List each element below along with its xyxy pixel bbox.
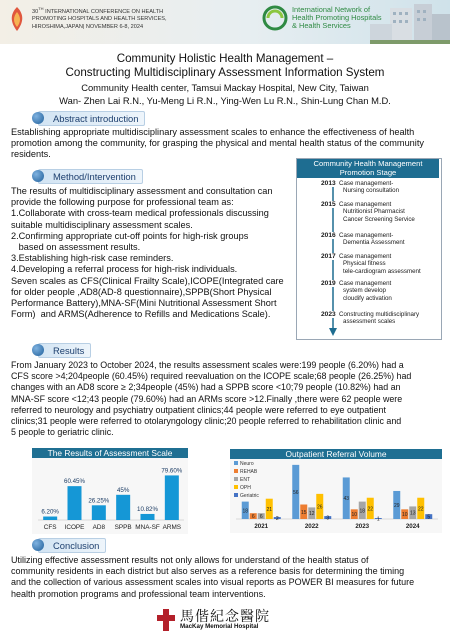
assessment-chart-plot <box>32 458 188 534</box>
stage-description: Case management- <box>339 180 394 187</box>
poster-title-line1: Community Holistic Health Management – <box>116 52 334 65</box>
bar-value-label: 2 <box>275 516 279 523</box>
abstract-heading: Abstract introduction <box>38 111 145 126</box>
legend-swatch <box>234 469 238 473</box>
stage-description: assessment scales <box>343 318 396 326</box>
method-line: based on assessment results. <box>11 242 141 253</box>
method-text <box>11 186 296 320</box>
bar-value-label: 10 <box>351 512 358 519</box>
results-line: MNA-SF score <12;43 people (79.60%) had an ARMs score >12.Finally ,there were 62 people were <box>11 393 403 404</box>
section-bullet-icon <box>32 112 44 124</box>
stage-description: Dementia Assessment <box>343 239 405 247</box>
promotion-stage-heading <box>297 159 439 178</box>
poster-title-line2: Constructing Multidisciplinary Assessment Information System <box>65 66 385 79</box>
bar-value-label: 13 <box>409 510 416 517</box>
stage-description: Case management- <box>339 232 394 239</box>
bar-value-label: 60.45% <box>64 478 85 486</box>
x-tick-label: MNA-SF <box>135 524 160 531</box>
results-line: changes with an AD8 score ≥ 2;34people (45%) had a SPPB score <10;79 people (10.82%) had an <box>11 382 401 393</box>
promotion-title-line2: Promotion Stage <box>339 167 397 177</box>
legend-swatch <box>234 493 238 497</box>
network-line1: International Network of <box>292 5 371 14</box>
stage-year: 2017 <box>321 253 336 260</box>
bar <box>116 495 130 520</box>
assessment-chart <box>32 448 188 534</box>
x-tick-label: AD8 <box>92 524 106 531</box>
stage-year: 2016 <box>321 232 336 239</box>
method-line: Seven scales as CFS(Clinical Frailty Scale),ICOPE(Integrated care <box>11 275 284 286</box>
conclusion-text <box>11 555 447 600</box>
method-line: Form) and ARMS(Adherence to Refills and Medications Scale). <box>11 309 271 320</box>
bar-value-label: 45% <box>116 486 130 494</box>
conference-line2: PROMOTING HOSPITALS AND HEALTH SERVICES, <box>32 16 167 23</box>
stage-year: 2023 <box>321 311 336 318</box>
conference-line3: HIROSHIMA,JAPAN| NOVEMBER 6-8, 2024 <box>32 24 144 31</box>
bar-value-label: 15 <box>300 509 307 516</box>
x-tick-label: 2024 <box>405 523 420 530</box>
x-tick-label: ARMS <box>162 524 182 531</box>
stage-description: Case management <box>339 280 392 287</box>
stage-description: Case management <box>339 253 392 260</box>
stage-description: Cancer Screening Service <box>343 215 415 223</box>
stage-description: Case management <box>339 201 392 208</box>
referral-chart-title: Outpatient Referral Volume <box>230 449 442 459</box>
legend-label: OPH <box>240 485 251 491</box>
stage-description: Nursing consultation <box>343 187 400 195</box>
x-tick-label: ICOPE <box>64 524 85 531</box>
results-line: 5 people to geriatric clinic. <box>11 427 114 438</box>
network-line2: Health Promoting Hospitals <box>292 13 382 23</box>
method-line: provide the following purpose for professional team as: <box>11 197 234 208</box>
hospital-building-image <box>330 2 450 44</box>
bar-value-label: 12 <box>308 511 315 518</box>
conference-line1: INTERNATIONAL CONFERENCE ON HEALTH <box>45 8 164 15</box>
conclusion-line: and the collection of various assessment scales into visual reports as POWER BI measures for future <box>11 577 415 588</box>
bar-value-label: 6 <box>259 514 263 521</box>
conclusion-line: Utilizing effective assessment results not only allows for understand of the health status of <box>11 555 369 565</box>
conference-ordinal: 30 <box>32 8 39 15</box>
method-line: The results of multidisciplinary assessment and consultation can <box>11 186 273 196</box>
bar-value-label: 1 <box>376 516 380 523</box>
bar-value-label: 6.20% <box>41 508 59 516</box>
method-line: for older people ,AD8(AD-8 questionnaire),SPPB(Short Physical <box>11 286 272 297</box>
authors: Wan- Zhen Lai R.N., Yu-Meng Li R.N., Ying-Wen Lu R.N., Shin-Lung Chan M.D. <box>59 95 391 106</box>
stage-description: Constructing multidisciplinary <box>339 311 420 318</box>
method-line: Performance Battery),MNA-SF(Mini Nutritional Assessment Short <box>11 298 277 309</box>
method-line: 3.Establishing high-risk case reminders. <box>11 253 174 264</box>
legend-swatch <box>234 485 238 489</box>
stage-description: Nutritionist Pharmacist <box>343 208 405 216</box>
bar <box>43 517 57 520</box>
affiliation: Community Health center, Tamsui Mackay Hospital, New City, Taiwan <box>81 82 369 93</box>
bar-value-label: 29 <box>393 502 400 509</box>
mackay-chinese-name: 馬偕紀念醫院 <box>180 609 270 625</box>
results-line: From January 2023 to October 2024, the results assessment scales were:199 people (6.20%) had a <box>11 360 404 370</box>
promotion-stages <box>297 180 439 338</box>
legend-label: Geriatric <box>240 493 259 499</box>
bar-value-label: 22 <box>367 506 374 513</box>
bar-value-label: 5 <box>427 514 431 521</box>
stage-year: 2019 <box>321 280 336 287</box>
section-bullet-icon <box>32 170 44 182</box>
bar-value-label: 43 <box>343 496 350 503</box>
bar <box>141 514 155 520</box>
results-heading: Results <box>38 343 91 358</box>
legend-swatch <box>234 461 238 465</box>
stage-description: system develop <box>343 287 386 295</box>
mackay-cross-icon <box>156 608 176 632</box>
assessment-chart-title: The Results of Assessment Scale <box>32 448 188 458</box>
stage-year: 2015 <box>321 201 336 208</box>
bar-value-label: 18 <box>242 508 249 515</box>
bar-value-label: 10 <box>401 512 408 519</box>
mackay-logo <box>150 606 300 634</box>
conference-ordinal-suffix: TH <box>38 6 44 11</box>
referral-chart <box>230 449 442 533</box>
results-line: clinics;31 people were referred to otolaryngology clinic;20 people referred to rehabilitation clinic and <box>11 416 402 427</box>
bar-value-label: 6 <box>251 514 255 521</box>
method-line: suitable multidisciplinary assessment scales. <box>11 219 193 230</box>
legend-label: REHAB <box>240 469 258 475</box>
bar-value-label: 79.60% <box>161 467 183 475</box>
promotion-title-line1: Community Health Management <box>313 159 423 168</box>
stage-year: 2013 <box>321 180 336 187</box>
section-bullet-icon <box>32 539 44 551</box>
legend-label: Neuro <box>240 461 254 467</box>
section-bullet-icon <box>32 344 44 356</box>
bar <box>68 486 82 520</box>
conclusion-heading: Conclusion <box>38 538 106 553</box>
bar-value-label: 10.82% <box>137 505 158 513</box>
bar-value-label: 22 <box>417 506 424 513</box>
results-text <box>11 360 447 438</box>
stage-description: tele-cardiogram assessment <box>343 267 421 275</box>
conference-logo-icon <box>6 6 28 32</box>
method-line: 4.Developing a referral process for high-risk individuals. <box>11 264 238 275</box>
legend-label: ENT <box>240 477 250 483</box>
bar-value-label: 21 <box>266 506 273 513</box>
method-heading: Method/Intervention <box>38 169 143 184</box>
stage-description: cloudify activation <box>343 294 392 302</box>
results-line: referred to neurology and psychiatry outpatient clinics;44 people were referred to eye outpatient <box>11 404 386 415</box>
referral-chart-plot <box>230 459 442 533</box>
bar-value-label: 3 <box>326 515 330 522</box>
bar-value-label: 18 <box>359 508 366 515</box>
bar <box>165 475 179 520</box>
network-line3: & Health Services <box>292 21 351 31</box>
x-tick-label: 2023 <box>355 523 370 530</box>
stage-description: Physical fitness <box>343 260 386 268</box>
legend-swatch <box>234 477 238 481</box>
conclusion-line: community residents in each district but also serves as a reference basis for determining the timing <box>11 566 405 577</box>
x-tick-label: 2022 <box>304 523 319 530</box>
bar-value-label: 56 <box>292 489 299 496</box>
x-tick-label: SPPB <box>114 524 132 531</box>
bar <box>92 505 106 520</box>
conference-info <box>32 5 237 32</box>
method-line: 1.Collaborate with cross-team medical professionals discussing <box>11 208 269 219</box>
bar-value-label: 26 <box>316 504 323 511</box>
abstract-text: Establishing appropriate multidisciplinary assessment scales to enhance the effectiveness of health promotion among the community, for grasping the physical and mental health status of the community residents. <box>11 127 424 160</box>
mackay-english-name: MacKay Memorial Hospital <box>180 623 259 630</box>
results-line: CFS score >4;204people (60.45%) required reevaluation on the ICOPE scale;68 people (26.25%) had <box>11 371 412 382</box>
x-tick-label: 2021 <box>254 523 269 530</box>
bar-value-label: 26.25% <box>88 497 110 505</box>
method-line: 2.Confirming appropriate cut-off points for high-risk groups <box>11 230 249 241</box>
x-tick-label: CFS <box>43 524 57 531</box>
hph-network-logo-icon <box>262 5 288 31</box>
conclusion-line: health promotion programs and professional team interventions. <box>11 588 266 599</box>
